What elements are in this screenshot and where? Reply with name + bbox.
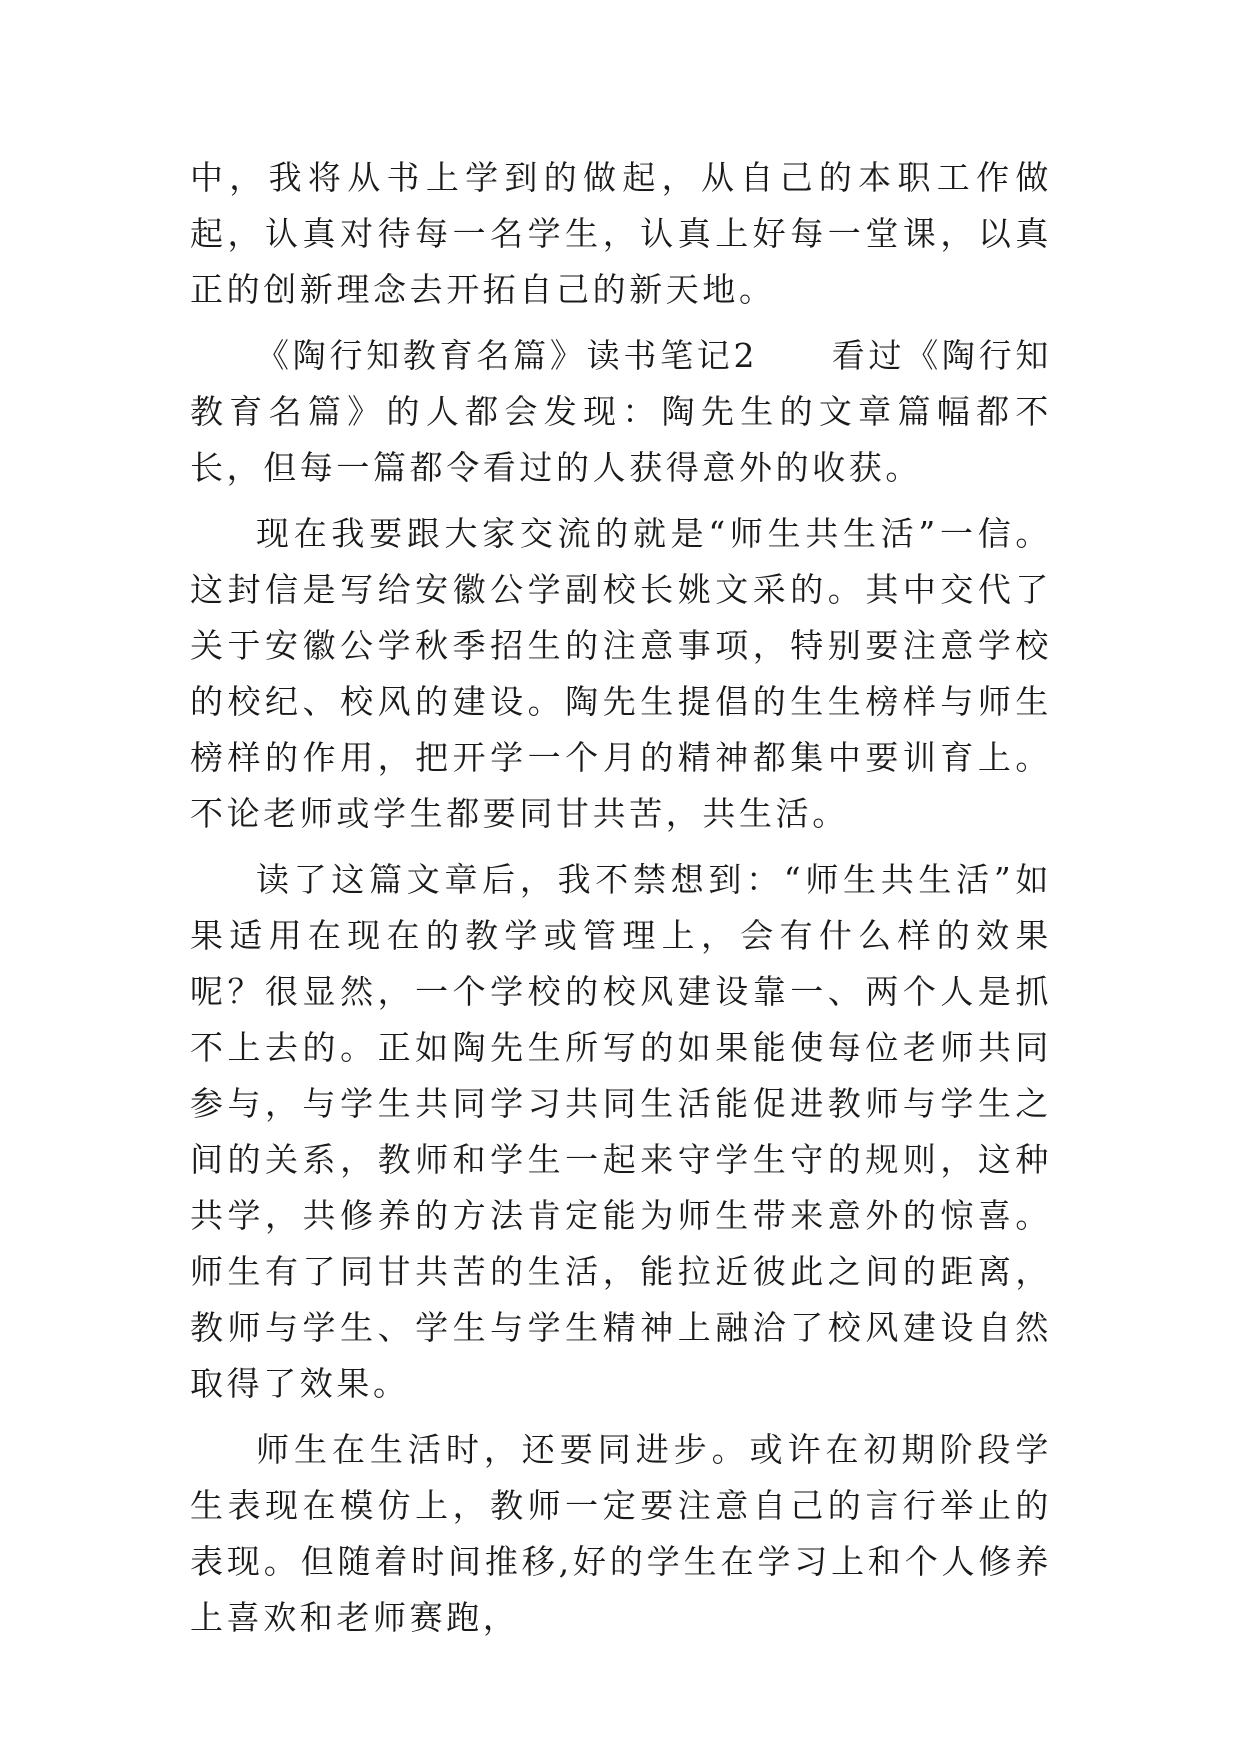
document-body bbox=[190, 150, 1052, 1656]
paragraph-reading-note-title: 《陶行知教育名篇》读书笔记2 看过《陶行知教育名篇》的人都会发现：陶先生的文章篇幅都不长，但每一篇都令看过的人获得意外的收获。 bbox=[190, 336, 1052, 487]
paragraph: 现在我要跟大家交流的就是“师生共生活”一信。这封信是写给安徽公学副校长姚文采的。其中交代了关于安徽公学秋季招生的注意事项，特别要注意学校的校纪、校风的建设。陶先生提倡的生生榜样与师生榜样的作用，把开学一个月的精神都集中要训育上。不论老师或学生都要同甘共苦，共生活。 bbox=[190, 514, 1052, 833]
paragraph-continuation: 中，我将从书上学到的做起，从自己的本职工作做起，认真对待每一名学生，认真上好每一堂课，以真正的创新理念去开拓自己的新天地。 bbox=[190, 158, 1052, 309]
paragraph: 读了这篇文章后，我不禁想到：“师生共生活”如果适用在现在的教学或管理上，会有什么样的效果呢？很显然，一个学校的校风建设靠一、两个人是抓不上去的。正如陶先生所写的如果能使每位老师共同参与，与学生共同学习共同生活能促进教师与学生之间的关系，教师和学生一起来守学生守的规则，这种共学，共修养的方法肯定能为师生带来意外的惊喜。师生有了同甘共苦的生活，能拉近彼此之间的距离，教师与学生、学生与学生精神上融洽了校风建设自然取得了效果。 bbox=[190, 860, 1052, 1403]
paragraph: 师生在生活时，还要同进步。或许在初期阶段学生表现在模仿上，教师一定要注意自己的言行举止的表现。但随着时间推移,好的学生在学习上和个人修养上喜欢和老师赛跑， bbox=[190, 1430, 1052, 1637]
